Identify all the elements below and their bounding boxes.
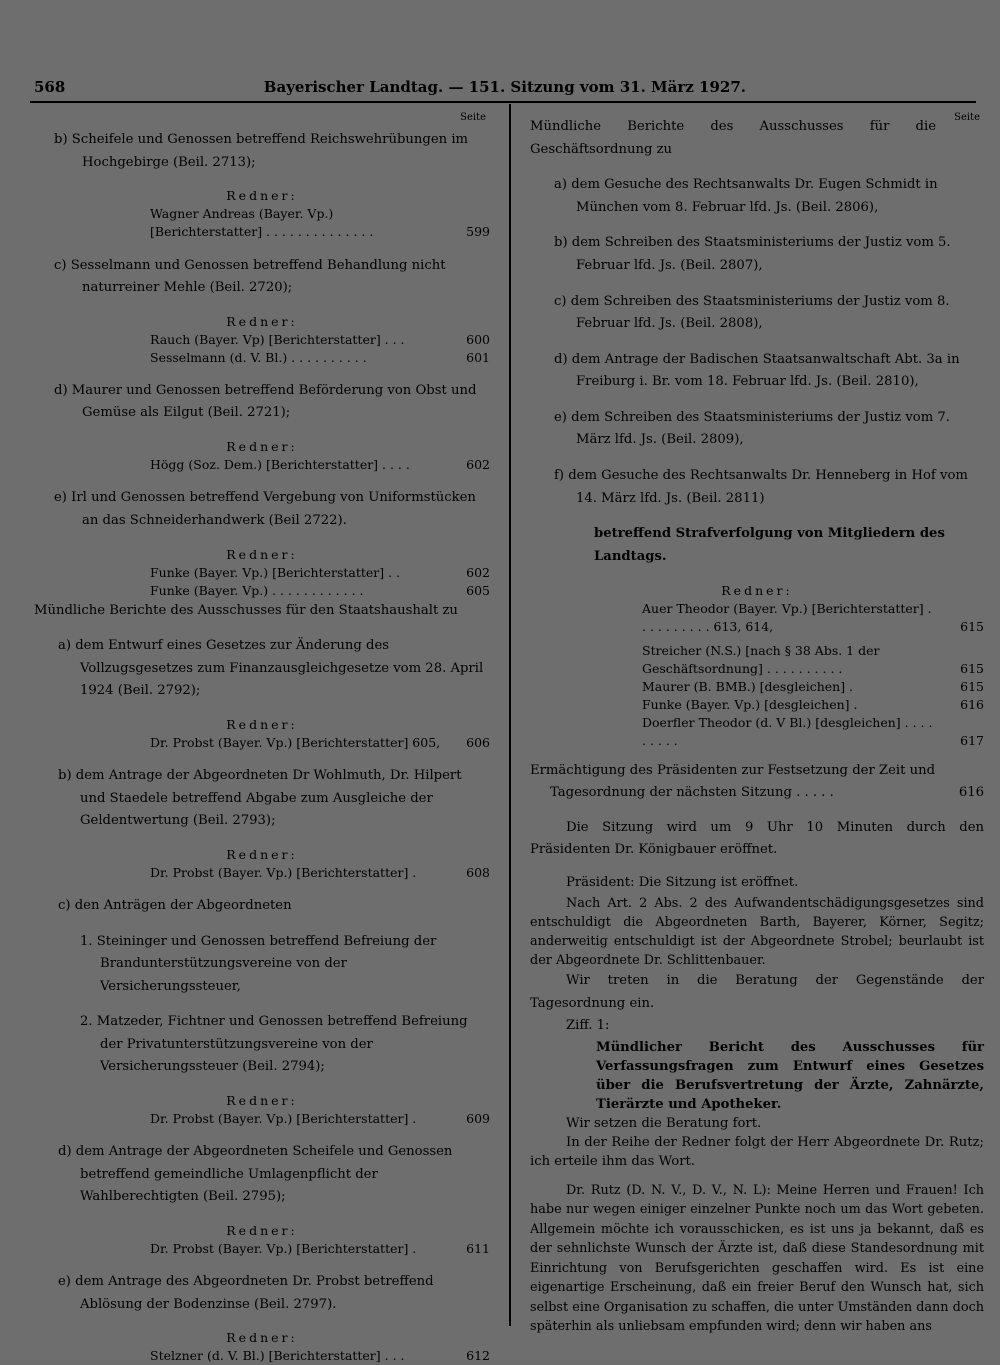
report-title: Mündlicher Bericht des Ausschusses für Verfassungsfragen zum Entwurf eines Gesetzes über die Berufsvertretung der Ärzte, Zahnärzte, Tierärzte und Apotheker. [596, 1039, 984, 1112]
ermaechtigung-entry: Ermächtigung des Präsidenten zur Festsetzung der Zeit und Tagesordnung der nächsten Sitzung . . . . . 616 [530, 762, 984, 800]
speakers-title: Redner: [226, 188, 298, 204]
right-column [530, 112, 984, 1337]
speakers-title: Redner: [226, 439, 298, 455]
haushalt-item-d: d) dem Antrage der Abgeordneten Scheifele und Genossen betreffend gemeindliche Umlagenpflicht der Wahlberechtigten (Beil. 2795); [58, 1144, 453, 1205]
speakers-title: Redner: [226, 716, 298, 732]
speakers-title: Redner: [226, 1093, 298, 1108]
go-item-e: e) dem Schreiben des Staatsministeriums der Justiz vom 7. März lfd. Js. (Beil. 2809), [554, 409, 950, 448]
speaker-entry: Wagner Andreas (Bayer. Vp.) [Berichterstatter] . . . . . . . . . . . . . . 599 [150, 206, 490, 240]
speakers-title: Redner: [226, 1330, 298, 1346]
haushalt-item-c-2: 2. Matzeder, Fichtner und Genossen betreffend Befreiung der Privatunterstützungsvereine von der Versicherungssteuer (Beil. 2794); [80, 1014, 468, 1075]
president-statement: Präsident: Die Sitzung ist eröffnet. [566, 874, 799, 890]
session-opening: Die Sitzung wird um 9 Uhr 10 Minuten durch den Präsidenten Dr. Königbauer eröffnet. [530, 819, 984, 857]
speech-rutz: Dr. Rutz (D. N. V., D. V., N. L): Meine Herren und Frauen! Ich habe nur wegen einiger einzelner Punkte noch um das Wort gebeten. Allgemein möchte ich vorausschicken, es ist uns ja bekannt, daß es der sehnlichste Wunsch der Ärzte ist, daß diese Standesordnung mit Einrichtung von Berufsgerichten geschaffen wird. Es ist eine eigenartige Erscheinung, daß ein freier Beruf den Wunsch hat, sich selbst eine Organisation zu schaffen, die unter Umständen dann doch späterhin als unliebsam empfunden wird; denn wir haben ans [530, 1182, 984, 1334]
go-item-a: a) dem Gesuche des Rechtsanwalts Dr. Eugen Schmidt in München vom 8. Februar lfd. Js. (Beil. 2806), [554, 177, 938, 215]
speaker-entry: Maurer (B. BMB.) [desgleichen] . 615 [642, 678, 984, 694]
speakers-title: Redner: [226, 846, 298, 862]
running-title: Bayerischer Landtag. — 151. Sitzung vom 31. März 1927. [263, 78, 746, 96]
column-divider [509, 104, 511, 1326]
haushalt-item-e: e) dem Antrage des Abgeordneten Dr. Probst betreffend Ablösung der Bodenzinse (Beil. 2797). [58, 1274, 434, 1312]
speaker-entry: Dr. Probst (Bayer. Vp.) [Berichterstatter] . 609 [150, 1111, 490, 1126]
left-column [34, 112, 490, 1365]
header-rule [30, 101, 976, 103]
page-header [34, 78, 746, 100]
speaker-entry: Dr. Probst (Bayer. Vp.) [Berichterstatter] . 608 [150, 864, 490, 880]
go-item-d: d) dem Antrage der Badischen Staatsanwaltschaft Abt. 3a in Freiburg i. Br. vom 18. Februar lfd. Js. (Beil. 2810), [554, 351, 960, 390]
speaker-entry: Funke (Bayer. Vp.) [desgleichen] . 616 [642, 696, 984, 712]
speaker-entry: Sesselmann (d. V. Bl.) . . . . . . . . . . 601 [150, 349, 490, 365]
go-subject: betreffend Strafverfolgung von Mitgliedern des Landtags. [594, 526, 945, 564]
agenda-item-e: e) Irl und Genossen betreffend Vergebung von Uniformstücken an das Schneiderhandwerk (Beil 2722). [54, 490, 476, 528]
speaker-entry: Högg (Soz. Dem.) [Berichterstatter] . . . . 602 [150, 457, 490, 473]
geschaeftsordnung-intro: Mündliche Berichte des Ausschusses für die Geschäftsordnung zu [530, 119, 936, 157]
go-item-c: c) dem Schreiben des Staatsministeriums der Justiz vom 8. Februar lfd. Js. (Beil. 2808), [554, 293, 950, 332]
speakers-title: Redner: [226, 313, 298, 329]
haushalt-intro: Mündliche Berichte des Ausschusses für den Staatshaushalt zu [34, 602, 458, 618]
speaker-entry: Auer Theodor (Bayer. Vp.) [Berichterstatter] . . . . . . . . . . 613, 614, 615 [642, 600, 984, 634]
page-number: 568 [34, 78, 66, 96]
haushalt-item-b: b) dem Antrage der Abgeordneten Dr Wohlmuth, Dr. Hilpert und Staedele betreffend Abgabe zum Ausgleiche der Geldentwertung (Beil. 2793); [58, 768, 462, 829]
agenda-start: Wir treten in die Beratung der Gegenstände der Tagesordnung ein. [530, 973, 984, 1011]
seite-label: Seite [460, 112, 486, 123]
speakers-title: Redner: [721, 582, 793, 598]
speaker-entry: Doerfler Theodor (d. V Bl.) [desgleichen] . . . . . . . . . 617 [642, 714, 984, 748]
speaker-entry: Dr. Probst (Bayer. Vp.) [Berichterstatter] 605, 606 [150, 734, 490, 750]
agenda-item-c: c) Sesselmann und Genossen betreffend Behandlung nicht naturreiner Mehle (Beil. 2720); [54, 257, 446, 296]
speaker-entry: Stelzner (d. V. Bl.) [Berichterstatter] . . . 612 [150, 1348, 490, 1364]
continue-deliberation: Wir setzen die Beratung fort. [566, 1115, 762, 1131]
speakers-title: Redner: [226, 1222, 298, 1238]
excused-members: Nach Art. 2 Abs. 2 des Aufwandentschädigungsgesetzes sind entschuldigt die Abgeordneten Barth, Bayerer, Körner, Segitz; anderweitig entschuldigt ist der Abgeordnete Strobel; beurlaubt ist der Abgeordnete Dr. Schlittenbauer. [530, 896, 984, 968]
speaker-entry: Funke (Bayer. Vp.) . . . . . . . . . . . . 605 [150, 582, 490, 598]
haushalt-item-c-1: 1. Steininger und Genossen betreffend Befreiung der Brandunterstützungsvereine von der Versicherungssteuer, [80, 933, 437, 994]
speaker-entry: Rauch (Bayer. Vp) [Berichterstatter] . . . 600 [150, 331, 490, 347]
seite-label: Seite [954, 112, 980, 123]
go-item-b: b) dem Schreiben des Staatsministeriums der Justiz vom 5. Februar lfd. Js. (Beil. 2807), [554, 235, 951, 273]
agenda-number: Ziff. 1: [566, 1018, 610, 1033]
speaker-entry: Dr. Probst (Bayer. Vp.) [Berichterstatter] . 611 [150, 1240, 490, 1256]
haushalt-item-c: c) den Anträgen der Abgeordneten [58, 897, 292, 913]
go-item-f: f) dem Gesuche des Rechtsanwalts Dr. Henneberg in Hof vom 14. März lfd. Js. (Beil. 2811) [554, 468, 968, 506]
agenda-item-b: b) Scheifele und Genossen betreffend Reichswehrübungen im Hochgebirge (Beil. 2713); [54, 132, 469, 170]
haushalt-item-a: a) dem Entwurf eines Gesetzes zur Änderung des Vollzugsgesetzes zum Finanzausgleichgesetze vom 28. April 1924 (Beil. 2792); [58, 638, 484, 699]
speakers-title: Redner: [226, 546, 298, 562]
speaker-entry: Funke (Bayer. Vp.) [Berichterstatter] . . 602 [150, 564, 490, 580]
next-speaker: In der Reihe der Redner folgt der Herr Abgeordnete Dr. Rutz; ich erteile ihm das Wort. [530, 1134, 984, 1169]
speaker-entry: Streicher (N.S.) [nach § 38 Abs. 1 der Geschäftsordnung] . . . . . . . . . . 615 [642, 642, 984, 676]
agenda-item-d: d) Maurer und Genossen betreffend Beförderung von Obst und Gemüse als Eilgut (Beil. 2721); [54, 382, 477, 421]
